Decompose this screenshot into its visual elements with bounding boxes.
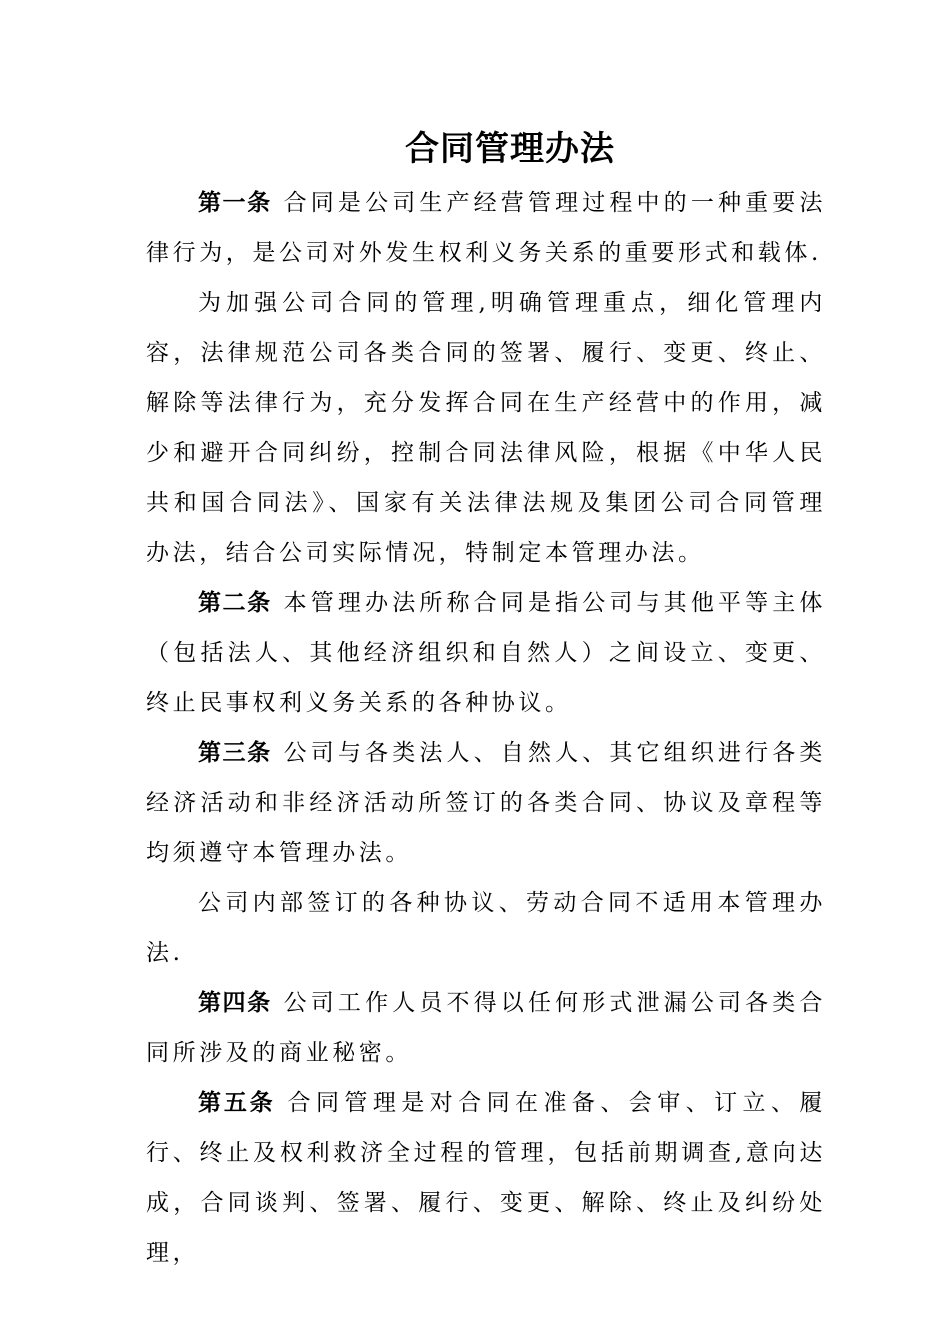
document-body <box>146 178 826 1278</box>
article-3-label: 第三条 <box>198 740 272 766</box>
article-3-text-2: 公司内部签订的各种协议、劳动合同不适用本管理办法. <box>146 890 826 966</box>
article-3-paragraph-2 <box>146 878 826 978</box>
article-4-label: 第四条 <box>198 990 272 1016</box>
article-3-text: 公司与各类法人、自然人、其它组织进行各类经济活动和非经济活动所签订的各类合同、协议及章程等均须遵守本管理办法。 <box>146 740 827 866</box>
article-3-paragraph <box>146 728 826 878</box>
article-1-label: 第一条 <box>198 190 272 216</box>
article-5-label: 第五条 <box>198 1090 276 1116</box>
article-1-text-2: 为加强公司合同的管理,明确管理重点，细化管理内容，法律规范公司各类合同的签署、履行、变更、终止、解除等法律行为，充分发挥合同在生产经营中的作用，减少和避开合同纠纷，控制合同法律风险，根据《中华人民共和国合同法》、国家有关法律法规及集团公司合同管理办法，结合公司实际情况，特制定本管理办法。 <box>146 290 826 566</box>
article-2-text: 本管理办法所称合同是指公司与其他平等主体（包括法人、其他经济组织和自然人）之间设立、变更、终止民事权利义务关系的各种协议。 <box>146 590 827 716</box>
article-4-text: 公司工作人员不得以任何形式泄漏公司各类合同所涉及的商业秘密。 <box>146 990 827 1066</box>
article-1-text: 合同是公司生产经营管理过程中的一种重要法律行为，是公司对外发生权利义务关系的重要形式和载体. <box>146 190 827 266</box>
article-1-paragraph <box>146 178 826 278</box>
document-title: 合同管理办法 <box>405 129 615 169</box>
article-2-paragraph <box>146 578 826 728</box>
article-5-text: 合同管理是对合同在准备、会审、订立、履行、终止及权利救济全过程的管理，包括前期调查,意向达成，合同谈判、签署、履行、变更、解除、终止及纠纷处理， <box>146 1090 826 1266</box>
article-5-paragraph <box>146 1078 826 1278</box>
article-2-label: 第二条 <box>198 590 272 616</box>
article-1-paragraph-2 <box>146 278 826 578</box>
article-4-paragraph <box>146 978 826 1078</box>
